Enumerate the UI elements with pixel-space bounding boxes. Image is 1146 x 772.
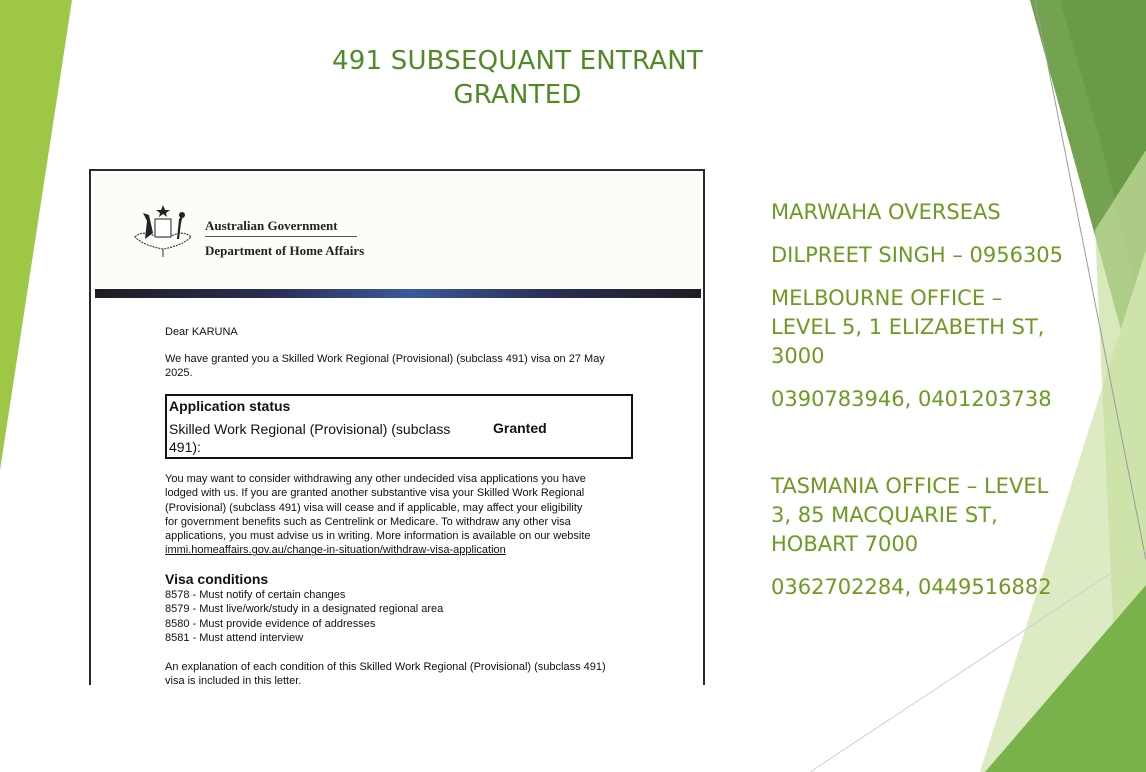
visa-conditions — [165, 571, 443, 645]
text-line: You may want to consider withdrawing any other undecided visa applications you have — [165, 473, 586, 485]
letter-header — [91, 171, 703, 288]
application-status-value: Granted — [493, 420, 547, 436]
tasmania-phones: 0362702284, 0449516882 — [771, 575, 1052, 599]
address-line: MELBOURNE OFFICE – — [771, 286, 1003, 310]
address-line: HOBART 7000 — [771, 532, 919, 556]
address-line: 3000 — [771, 344, 825, 368]
address-line: LEVEL 5, 1 ELIZABETH ST, — [771, 315, 1045, 339]
tasmania-office-address — [771, 472, 1071, 559]
text-line: for government benefits such as Centrelink or Medicare. To withdraw any other visa — [165, 515, 571, 528]
withdraw-paragraph — [165, 472, 591, 558]
visa-condition-item: 8581 - Must attend interview — [165, 631, 304, 644]
grant-sentence — [165, 352, 605, 381]
agent-name: DILPREET SINGH – 0956305 — [771, 243, 1064, 267]
text-line: 2025. — [165, 367, 193, 380]
text-line: 491): — [169, 439, 201, 455]
text-line: lodged with us. If you are granted another substantive visa your Skilled Work Regional — [165, 487, 585, 500]
melbourne-office-address — [771, 284, 1071, 371]
coat-of-arms-icon — [127, 203, 199, 259]
header-divider — [205, 236, 357, 237]
slide-title-line: 491 SUBSEQUANT ENTRANT — [332, 46, 703, 76]
left-green-triangle — [0, 0, 72, 470]
application-status-label — [169, 420, 469, 456]
contact-details — [771, 198, 1071, 602]
text-line: visa is included in this letter. — [165, 675, 302, 685]
text-line: We have granted you a Skilled Work Regional (Provisional) (subclass 491) visa on 27 May — [165, 353, 605, 365]
visa-grant-letter-image — [89, 169, 705, 685]
text-line: applications, you must advise us in writing. More information is available on our website — [165, 530, 591, 543]
visa-condition-item: 8580 - Must provide evidence of addresses — [165, 617, 376, 630]
application-status-title: Application status — [169, 398, 291, 414]
visa-conditions-title: Visa conditions — [165, 571, 269, 587]
melbourne-phones: 0390783946, 0401203738 — [771, 387, 1052, 411]
text-line: (Provisional) (subclass 491) visa will cease and if applicable, may affect your eligibility — [165, 501, 583, 514]
text-line: Skilled Work Regional (Provisional) (subclass — [169, 421, 451, 437]
greeting: Dear KARUNA — [165, 326, 238, 338]
withdraw-visa-link: immi.homeaffairs.gov.au/change-in-situation/withdraw-visa-application — [165, 544, 506, 557]
slide-title — [300, 44, 735, 112]
visa-condition-item: 8578 - Must notify of certain changes — [165, 589, 346, 601]
text-line: An explanation of each condition of this Skilled Work Regional (Provisional) (subclass 491) — [165, 661, 606, 673]
department-name: Department of Home Affairs — [205, 243, 365, 258]
company-name: MARWAHA OVERSEAS — [771, 200, 1001, 224]
explanation-paragraph — [165, 660, 606, 685]
visa-condition-item: 8579 - Must live/work/study in a designated regional area — [165, 603, 444, 616]
address-line: 3, 85 MACQUARIE ST, — [771, 503, 998, 527]
application-status-box — [165, 394, 633, 459]
government-name: Australian Government — [205, 218, 338, 233]
address-line: TASMANIA OFFICE – LEVEL — [771, 474, 1049, 498]
header-color-band — [95, 289, 701, 298]
slide-title-line: GRANTED — [453, 80, 582, 110]
